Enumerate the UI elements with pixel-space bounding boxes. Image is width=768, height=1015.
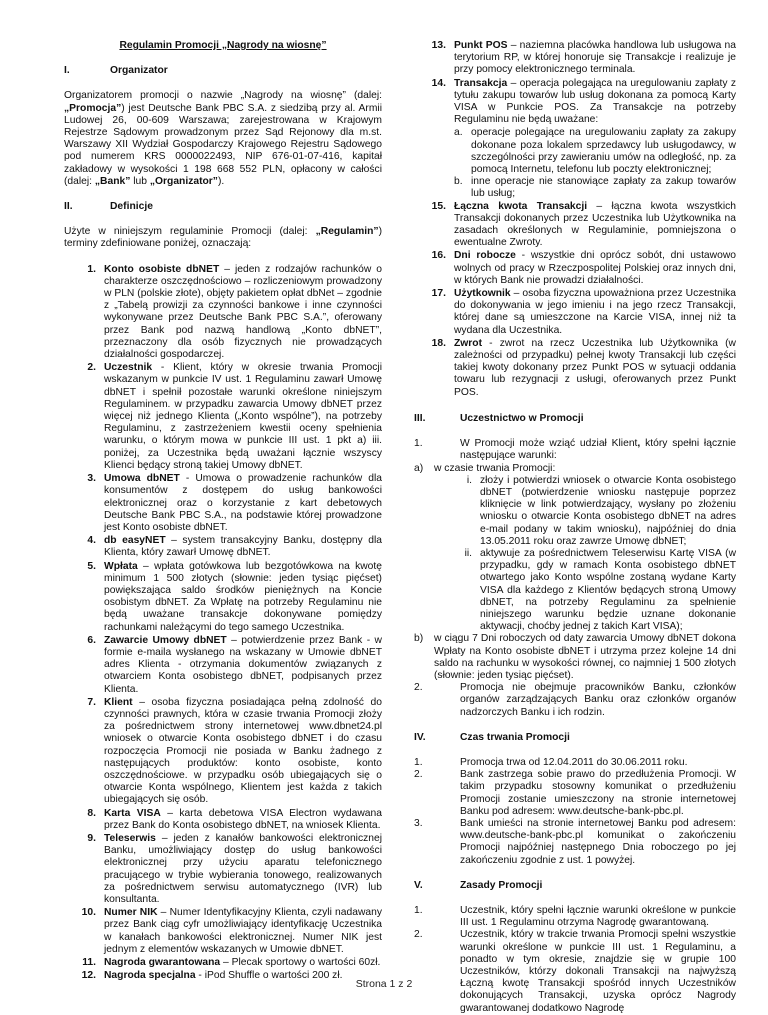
definition-term: Nagroda specjalna xyxy=(104,970,196,982)
definition-item xyxy=(64,362,382,472)
definition-term: Klient xyxy=(104,696,133,708)
participation-subitem xyxy=(414,463,736,475)
definition-number: 6. xyxy=(87,634,96,646)
definition-number: 12. xyxy=(81,970,96,982)
definition-body: – naziemna placówka handlowa lub usługowa na terytorium RP, w której honoruje się Transakcje i realizuje je przy pomocy elektronicznego terminala. xyxy=(454,40,736,76)
item-text: Uczestnik, który w trakcie trwania Promocji spełni wszystkie warunki określone w punkcie III ust. 1 Regulaminu, a ponadto w tym okresie, znajdzie się w grupie 100 Uczestników, którzy dokonali Transakcji na najwyższą Łączną kwotę Transakcji spośród innych Uczestników dokonujących Transakcji, uzyska oprócz Nagrody gwarantowanej dodatkowo Nagrodę xyxy=(460,929,736,1014)
roman-number: ii. xyxy=(464,547,472,559)
text-run: Organizatorem promocji o nazwie „Nagrody na wiosnę” (dalej: xyxy=(64,90,382,102)
definition-number: 8. xyxy=(87,807,96,819)
definitions-list-continued xyxy=(414,40,736,399)
definition-item xyxy=(64,833,382,906)
section-heading-rules xyxy=(414,880,736,892)
participation-roman-item xyxy=(414,548,736,633)
definition-body: – jeden z rodzajów rachunków o charakterze oszczędnościowo – rozliczeniowym prowadzony w PLN (polskie złote), objęty pakietem opłat dbNet – zgodnie z „Tabelą prowizji za czynności bankowe i inne czynności wykonywane przez Deutsche Bank PBC S.A.”, oferowany przez Bank pod nazwą handlową „Konto dbNET”, przeznaczony dla osób fizycznych nie prowadzących działalności gospodarczej. xyxy=(104,263,382,361)
definition-item xyxy=(64,957,382,969)
definition-item xyxy=(64,535,382,559)
section-heading-definitions xyxy=(64,201,382,213)
definition-body: - Klient, który w okresie trwania Promocji wskazanym w punkcie IV ust. 1 Regulaminu zawarł Umowę dbNET i spełnił pozostałe warunki określone niniejszym Regulaminem. w przypadku zawarcia Umowy dbNET przez więcej niż jednego Klienta („Konto wspólne”), na potrzeby Regulaminu, z zastrzeżeniem kwestii oceny spełnienia warunku, o którym mowa w punkcie III ust. 1 pkt a) iii. poniżej, za Uczestnika będą uważani łącznie wszyscy Klienci będący stroną takiej Umowy dbNET. xyxy=(104,362,382,471)
definition-item xyxy=(64,561,382,634)
definition-number: 16. xyxy=(431,250,446,262)
definition-number: 7. xyxy=(87,696,96,708)
definition-term: Transakcja xyxy=(454,77,508,89)
participation-roman-item xyxy=(414,475,736,548)
definition-body: - iPod Shuffle o wartości 200 zł. xyxy=(195,970,343,982)
definition-text xyxy=(104,697,382,807)
subitem-letter: b) xyxy=(414,633,424,645)
roman-text: aktywuje za pośrednictwem Teleserwisu Kartę VISA (w przypadku, gdy w ramach Konta osobistego dbNET otwartego jako Konto wspólne zostaną wydane Karty VISA dla każdego z Klientów będących stroną Umowy dbNET, na potrzeby Regulaminu za spełnienie niniejszego warunku będzie uznane dokonanie aktywacji, choćby jednej z takich Kart VISA); xyxy=(480,547,736,633)
definition-body: – potwierdzenie przez Bank - w formie e-maila wysłanego na wskazany w Umowie dbNET adres Klienta - otrzymania dokumentów związanych z otwarciem Konta osobistego dbNET, podpisanych przez Klienta. xyxy=(104,634,382,695)
text-run: Użyte w niniejszym regulaminie Promocji (dalej: xyxy=(64,226,316,238)
definition-body: – łączna kwota wszystkich Transakcji dokonanych przez Uczestnika lub Użytkownika na zasadach określonych w Regulaminie, pomniejszona o ewentualne Zwroty. xyxy=(454,200,736,249)
definition-number: 17. xyxy=(431,288,446,300)
duration-list xyxy=(414,757,736,867)
definition-term: Wpłata xyxy=(104,560,138,572)
text-run: ). xyxy=(217,175,225,187)
definition-text xyxy=(104,535,382,559)
left-column xyxy=(64,40,382,983)
list-item xyxy=(414,818,736,867)
definition-body: – karta debetowa VISA Electron wydawana przez Bank do Konta osobistego dbNET, na wniosek Klienta. xyxy=(104,807,382,831)
definition-term: Umowa dbNET xyxy=(104,473,180,485)
term-regulamin: „Regulamin” xyxy=(315,226,379,238)
definition-text xyxy=(104,264,382,362)
definition-item xyxy=(414,250,736,287)
definition-body: – operacja polegająca na uregulowaniu zapłaty z tytułu zakupu towarów lub usług dokonana za pomocą Karty VISA w Punkcie POS. Za Transakcje na potrzeby Regulaminu nie będą uważane: xyxy=(454,77,736,126)
subitem-text: w czasie trwania Promocji: xyxy=(434,462,556,474)
section-title: Uczestnictwo w Promocji xyxy=(460,412,584,424)
definition-body: – Plecak sportowy o wartości 60zł. xyxy=(220,957,381,969)
definition-term: Konto osobiste dbNET xyxy=(104,263,220,275)
section-number: III. xyxy=(414,412,426,424)
section-number: IV. xyxy=(414,731,426,743)
definition-term: Uczestnik xyxy=(104,362,153,374)
section-title: Definicje xyxy=(110,201,153,213)
definition-subitem xyxy=(414,127,736,176)
definition-term: Dni robocze xyxy=(454,250,516,262)
definition-text xyxy=(454,40,736,77)
section-title: Czas trwania Promocji xyxy=(460,731,570,743)
subitem-text: w ciągu 7 Dni roboczych od daty zawarcia Umowy dbNET dokona Wpłaty na Konto osobiste dbNET i utrzyma przez kolejne 14 dni saldo na rachunku w wysokości równej, co najmniej 1 500 złotych (słownie: jeden tysiąc pięćset). xyxy=(434,633,736,681)
list-item xyxy=(414,929,736,1014)
section-heading-participation xyxy=(414,413,736,425)
definition-item xyxy=(414,78,736,127)
subitem-letter: b. xyxy=(454,176,463,188)
term-organizator: „Organizator” xyxy=(149,175,218,187)
item-text: Bank umieści na stronie internetowej Banku pod adresem: www.deutsche-bank-pbc.pl komunikat o zakończeniu Promocji najpóźniej następnego Dnia roboczego po jej zakończeniu zgodnie z ust. 1 powyżej. xyxy=(460,817,736,866)
section-heading-organizer xyxy=(64,65,382,77)
definition-item xyxy=(414,288,736,337)
definition-term: Zwrot xyxy=(454,337,483,349)
definition-body: - wszystkie dni oprócz sobót, dni ustawowo wolnych od pracy w Rzeczpospolitej Polskiej oraz innych dni, w których Bank nie prowadzi działalności. xyxy=(454,250,736,286)
item-number: 3. xyxy=(414,817,423,829)
subitem-text: inne operacje nie stanowiące zapłaty za zakup towarów lub usług; xyxy=(471,176,736,200)
item-text: W Promocji może wziąć udział Klient, który spełni łącznie następujące warunki: xyxy=(460,438,736,462)
item-number: 2. xyxy=(414,682,423,694)
definition-term: Karta VISA xyxy=(104,807,161,819)
participation-item xyxy=(414,438,736,462)
list-item xyxy=(414,769,736,818)
definition-term: Łączna kwota Transakcji xyxy=(454,200,588,212)
definition-item xyxy=(64,907,382,956)
definition-text xyxy=(104,635,382,696)
definition-text xyxy=(454,338,736,399)
definition-item xyxy=(414,201,736,250)
item-text: Promocja nie obejmuje pracowników Banku, członków organów zarządzających Banku oraz członków organów nadzorczych Banku i ich rodzin. xyxy=(460,682,736,718)
definition-body: - zwrot na rzecz Uczestnika lub Użytkownika (w zależności od przypadku) pełnej kwoty Transakcji lub części takiej kwoty dokonany przez Punkt POS w sytuacji oddania towaru lub rezygnacji z usługi, oferowanych przez Punkt POS. xyxy=(454,337,736,398)
definition-term: Numer NIK xyxy=(104,907,158,919)
section-number: I. xyxy=(64,65,70,77)
definition-text xyxy=(454,201,736,250)
definition-number: 2. xyxy=(87,362,96,374)
definition-item xyxy=(64,473,382,534)
subitem-text: operacje polegające na uregulowaniu zapłaty za zakupy dokonane poza lokalem sprzedawcy lub usługodawcy, w szczególności przy zawieraniu umów na odległość, np. za pomocą Internetu, telefonu lub poczty elektronicznej; xyxy=(471,127,736,176)
definition-number: 18. xyxy=(431,337,446,349)
roman-text: złoży i potwierdzi wniosek o otwarcie Konta osobistego dbNET (potwierdzenie wniosku następuje poprzez kliknięcie w link potwierdzający, wysłany po złożeniu wniosku o otwarcie Konta osobistego dbNET na adres e-mail podany w takim wniosku), najpóźniej do dnia 13.05.2011 roku oraz zawrze Umowę dbNET; xyxy=(480,474,736,547)
definition-number: 13. xyxy=(431,40,446,51)
definition-text xyxy=(104,907,382,956)
item-number: 1. xyxy=(414,438,423,450)
text-run: lub xyxy=(130,175,150,187)
definition-text xyxy=(104,362,382,472)
page-footer: Strona 1 z 2 xyxy=(355,978,413,990)
item-text: Bank zastrzega sobie prawo do przedłużenia Promocji. W takim przypadku stosowny komunikat o przedłużeniu Promocji zostanie umieszczony na stronie internetowej Banku pod adresem: www.deutsche-bank-pbc.pl. xyxy=(460,769,736,817)
term-bank: „Bank” xyxy=(94,175,131,187)
definition-body: – wpłata gotówkowa lub bezgotówkowa na kwotę minimum 1 500 złotych (słownie: jeden tysiąc pięćset) powiększająca saldo środków pieniężnych na Koncie osobistym dbNET. Za Wpłatę na potrzeby Regulaminu nie będą uważane transakcje dokonywane pomiędzy rachunkami należącymi do tego samego Uczestnika. xyxy=(104,560,382,633)
text-run: ) terminy zdefiniowane poniżej, oznaczają: xyxy=(64,226,382,250)
section-title: Zasady Promocji xyxy=(460,879,543,891)
participation-item xyxy=(414,682,736,719)
item-text: Uczestnik, który spełni łącznie warunki określone w punkcie III ust. 1 Regulaminu otrzyma Nagrodę gwarantowaną. xyxy=(460,905,736,929)
definitions-intro xyxy=(64,226,382,250)
definition-term: Zawarcie Umowy dbNET xyxy=(104,634,227,646)
rules-list xyxy=(414,905,736,1015)
section-heading-duration xyxy=(414,732,736,744)
definition-number: 5. xyxy=(87,560,96,572)
definition-subitem xyxy=(414,176,736,200)
definitions-list xyxy=(64,264,382,983)
definition-term: Punkt POS xyxy=(454,40,508,51)
definition-text xyxy=(104,833,382,906)
definition-number: 4. xyxy=(87,535,96,547)
definition-text xyxy=(104,808,382,832)
definition-body: – Numer Identyfikacyjny Klienta, czyli nadawany przez Bank ciąg cyfr umożliwiający identyfikację Uczestnika w kanałach bankowości elektronicznej. Numer NIK jest jednym z elementów wskazanych w Umowie dbNET. xyxy=(104,907,382,955)
definition-text xyxy=(104,473,382,534)
definition-item xyxy=(414,40,736,77)
definition-number: 14. xyxy=(431,77,446,89)
subitem-letter: a) xyxy=(414,462,424,474)
list-item xyxy=(414,905,736,929)
definition-body: - Umowa o prowadzenie rachunków dla konsumentów z dostępem do usług bankowości elektronicznej oraz o korzystanie z kart debetowych Deutsche Bank PBC S.A., na podstawie której prowadzone jest Konto osobiste dbNET. xyxy=(104,473,382,533)
definition-number: 1. xyxy=(87,263,96,275)
definition-term: db easyNET xyxy=(104,535,166,547)
definition-item xyxy=(414,338,736,399)
definition-item xyxy=(64,264,382,362)
definition-item xyxy=(64,697,382,807)
document-title: Regulamin Promocji „Nagrody na wiosnę” xyxy=(119,40,327,51)
definition-body: – osoba fizyczna posiadająca pełną zdolność do czynności prawnych, która w czasie trwania Promocji złoży za pośrednictwem strony internetowej www.dbnet24.pl wniosek o otwarcie Konta osobistego dbNET i do czasu rozpoczęcia Promocji nie posiada w Banku żadnego z następujących produktów: konto osobiste, konto oszczędnościowe. w przypadku osób ubiegających się o otwarcie Konta wspólnego, Klientem jest każda z takich ubiegających się osób. xyxy=(104,696,382,806)
definition-number: 3. xyxy=(87,473,96,485)
definition-number: 15. xyxy=(431,200,446,212)
definition-text xyxy=(104,957,382,969)
text-run: ) jest Deutsche Bank PBC S.A. z siedzibą przy al. Armii Ludowej 26, 00-609 Warszawa; zarejestrowana w Krajowym Rejestrze Sądowym prowadzonym przez Sąd Rejonowy dla m.st. Warszawy XII Wydział Gospodarczy Krajowego Rejestru Sądowego pod numerem KRS 0000022493, NIP 676-01-07-416, kapitał zakładowy w wysokości 1 198 668 552 PLN, opłacony w całości (dalej: xyxy=(64,102,382,187)
item-text: Promocja trwa od 12.04.2011 do 30.06.2011 roku. xyxy=(460,756,688,768)
right-column xyxy=(414,40,736,1015)
item-number: 1. xyxy=(414,905,423,916)
section-number: II. xyxy=(64,201,73,213)
definition-text xyxy=(454,250,736,287)
section-number: V. xyxy=(414,879,423,891)
definition-body: – system transakcyjny Banku, dostępny dla Klienta, który zawarł Umowę dbNET. xyxy=(104,535,382,559)
item-number: 1. xyxy=(414,756,423,768)
term-promocja: „Promocja” xyxy=(64,102,122,114)
definition-term: Nagroda gwarantowana xyxy=(104,957,221,969)
roman-number: i. xyxy=(466,474,472,486)
definition-term: Teleserwis xyxy=(104,832,156,844)
definition-text xyxy=(454,78,736,127)
organizer-paragraph xyxy=(64,90,382,188)
definition-body: – osoba fizyczna upoważniona przez Uczestnika do dokonywania w jego imieniu i na jego rzecz Transakcji, której dane są umieszczone na Karcie VISA, innej niż ta wydana dla Uczestnika. xyxy=(454,288,736,336)
definition-term: Użytkownik xyxy=(454,288,511,300)
definition-item xyxy=(64,635,382,696)
definition-number: 10. xyxy=(81,907,96,919)
section-title: Organizator xyxy=(110,65,168,77)
list-item xyxy=(414,757,736,769)
item-number: 2. xyxy=(414,929,423,941)
participation-subitem xyxy=(414,633,736,682)
definition-text xyxy=(454,288,736,337)
definition-body: – jeden z kanałów bankowości elektronicznej Banku, umożliwiający dostęp do usług bankowości elektronicznej przy użyciu aparatu telefonicznego pracującego w trybie wybierania tonowego, realizowanych za pośrednictwem serwisu automatycznego (IVR) lub konsultanta. xyxy=(104,832,382,905)
definition-item xyxy=(64,808,382,832)
item-number: 2. xyxy=(414,769,423,781)
definition-number: 11. xyxy=(82,957,96,969)
definition-number: 9. xyxy=(87,832,96,844)
subitem-letter: a. xyxy=(454,127,463,139)
definition-text xyxy=(104,561,382,634)
